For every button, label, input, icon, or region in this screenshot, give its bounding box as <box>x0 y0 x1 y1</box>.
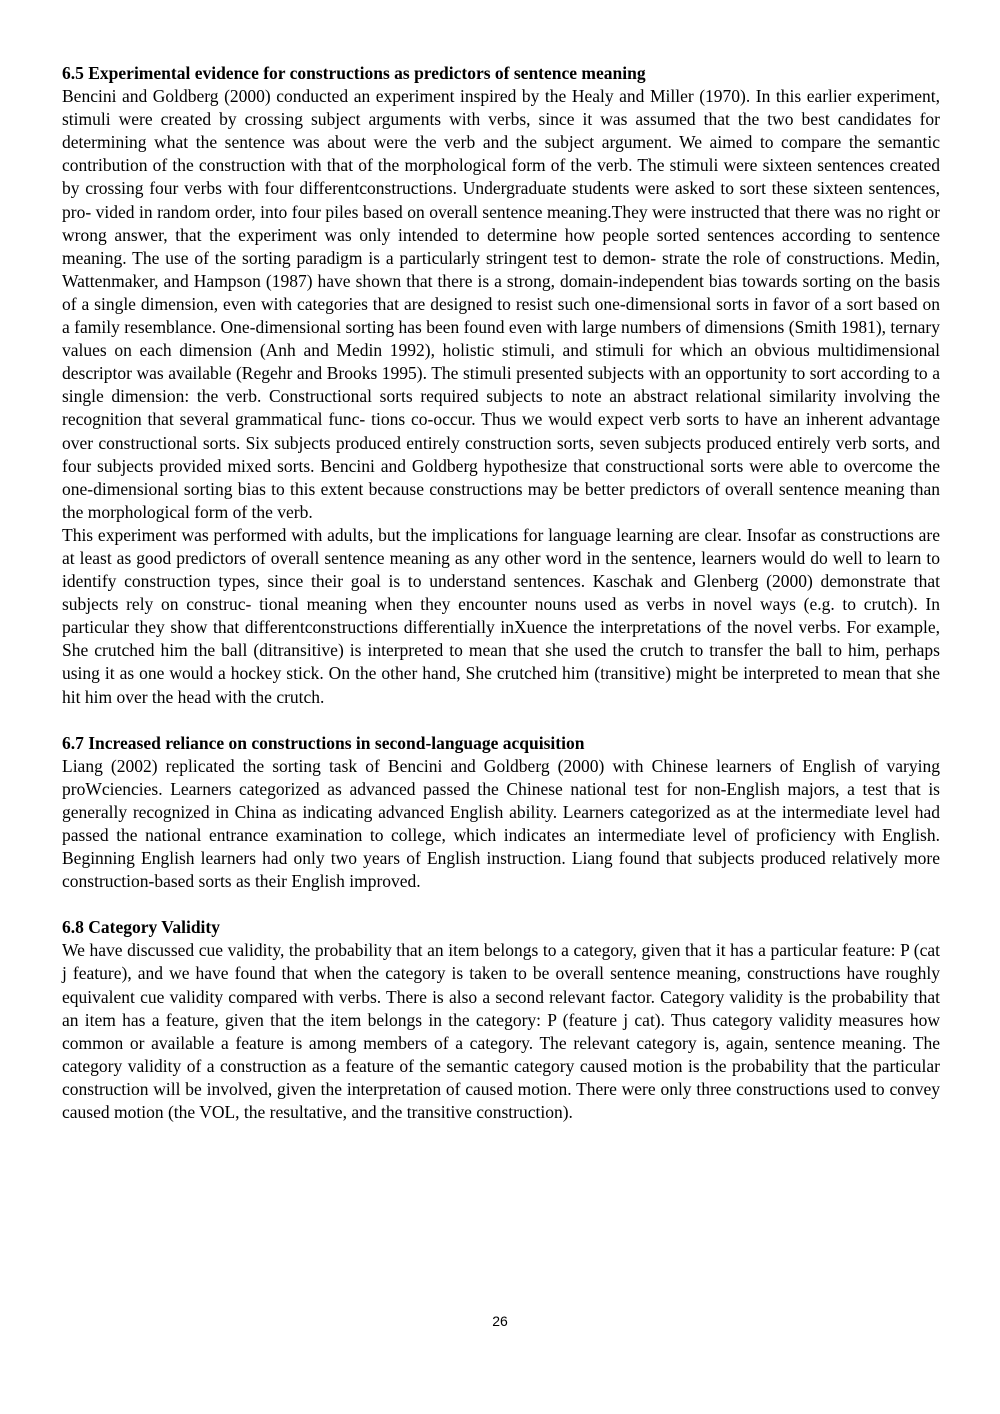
section-6-5 <box>62 62 940 709</box>
section-heading: 6.5 Experimental evidence for constructions as predictors of sentence meaning <box>62 63 646 83</box>
section-6-8 <box>62 916 940 1124</box>
section-paragraph: This experiment was performed with adults, but the implications for language learning are clear. Insofar as constructions are at least as good predictors of overall sentence meaning as any other word in the sentence, learners would do well to learn to identify construction types, since their goal is to understand sentences. Kaschak and Glenberg (2000) demonstrate that subjects rely on construc- tional meaning when they encounter nouns used as verbs in novel ways (e.g. to crutch). In particular they show that differentconstructions differentially inXuence the interpretations of the novel verbs. For example, She crutched him the ball (ditransitive) is interpreted to mean that she used the crutch to transfer the ball to him, perhaps using it as one would a hockey stick. On the other hand, She crutched him (transitive) might be interpreted to mean that she hit him over the head with the crutch. <box>62 524 940 707</box>
section-paragraph: We have discussed cue validity, the probability that an item belongs to a category, given that it has a particular feature: P (cat j feature), and we have found that when the category is taken to be overall sentence meaning, constructions have roughly equivalent cue validity compared with verbs. There is also a second relevant factor. Category validity is the probability that an item has a feature, given that the item belongs in the category: P (feature j cat). Thus category validity measures how common or available a feature is among members of a category. The relevant category is, again, sentence meaning. The category validity of a construction as a feature of the semantic category caused motion is the probability that the particular construction will be involved, given the interpretation of caused motion. There were only three constructions used to convey caused motion (the VOL, the resultative, and the transitive construction). <box>62 940 940 1123</box>
section-6-7 <box>62 732 940 894</box>
section-paragraph: Liang (2002) replicated the sorting task of Bencini and Goldberg (2000) with Chinese learners of English of varying proWciencies. Learners categorized as advanced passed the Chinese national test for non-English majors, a test that is generally recognized in China as indicating advanced English ability. Learners categorized as at the intermediate level had passed the national entrance examination to college, which indicates an intermediate level of proficiency with English. Beginning English learners had only two years of English instruction. Liang found that subjects produced relatively more construction-based sorts as their English improved. <box>62 755 940 892</box>
section-heading: 6.8 Category Validity <box>62 917 220 938</box>
section-heading: 6.7 Increased reliance on constructions in second-language acquisition <box>62 732 585 753</box>
document-page <box>62 62 940 1124</box>
section-paragraph: Bencini and Goldberg (2000) conducted an experiment inspired by the Healy and Miller (1970). In this earlier experiment, stimuli were created by crossing subject arguments with verbs, since it was assumed that the two best candidates for determining what the sentence was about were the verb and the subject argument. We aimed to compare the semantic contribution of the construction with that of the morphological form of the verb. The stimuli were sixteen sentences created by crossing four verbs with four differentconstructions. Undergraduate students were asked to sort these sixteen sentences, pro- vided in random order, into four piles based on overall sentence meaning.They were instructed that there was no right or wrong answer, that the experiment was only intended to determine how people sorted sentences according to sentence meaning. The use of the sorting paradigm is a particularly stringent test to demon- strate the role of constructions. Medin, Wattenmaker, and Hampson (1987) have shown that there is a strong, domain-independent bias towards sorting on the basis of a single dimension, even with categories that are designed to resist such one-dimensional sorts in favor of a sort based on a family resemblance. One-dimensional sorting has been found even with large numbers of dimensions (Smith 1981), ternary values on each dimension (Anh and Medin 1992), holistic stimuli, and stimuli for which an obvious multidimensional descriptor was available (Regehr and Brooks 1995). The stimuli presented subjects with an opportunity to sort according to a single dimension: the verb. Constructional sorts required subjects to note an abstract relational similarity involving the recognition that several grammatical func- tions co-occur. Thus we would expect verb sorts to have an inherent advantage over constructional sorts. Six subjects produced entirely construction sorts, seven subjects produced entirely verb sorts, and four subjects provided mixed sorts. Bencini and Goldberg hypothesize that constructional sorts were able to overcome the one-dimensional sorting bias to this extent because constructions may be better predictors of overall sentence meaning than the morphological form of the verb. <box>62 86 940 522</box>
page-number: 26 <box>492 1313 508 1329</box>
